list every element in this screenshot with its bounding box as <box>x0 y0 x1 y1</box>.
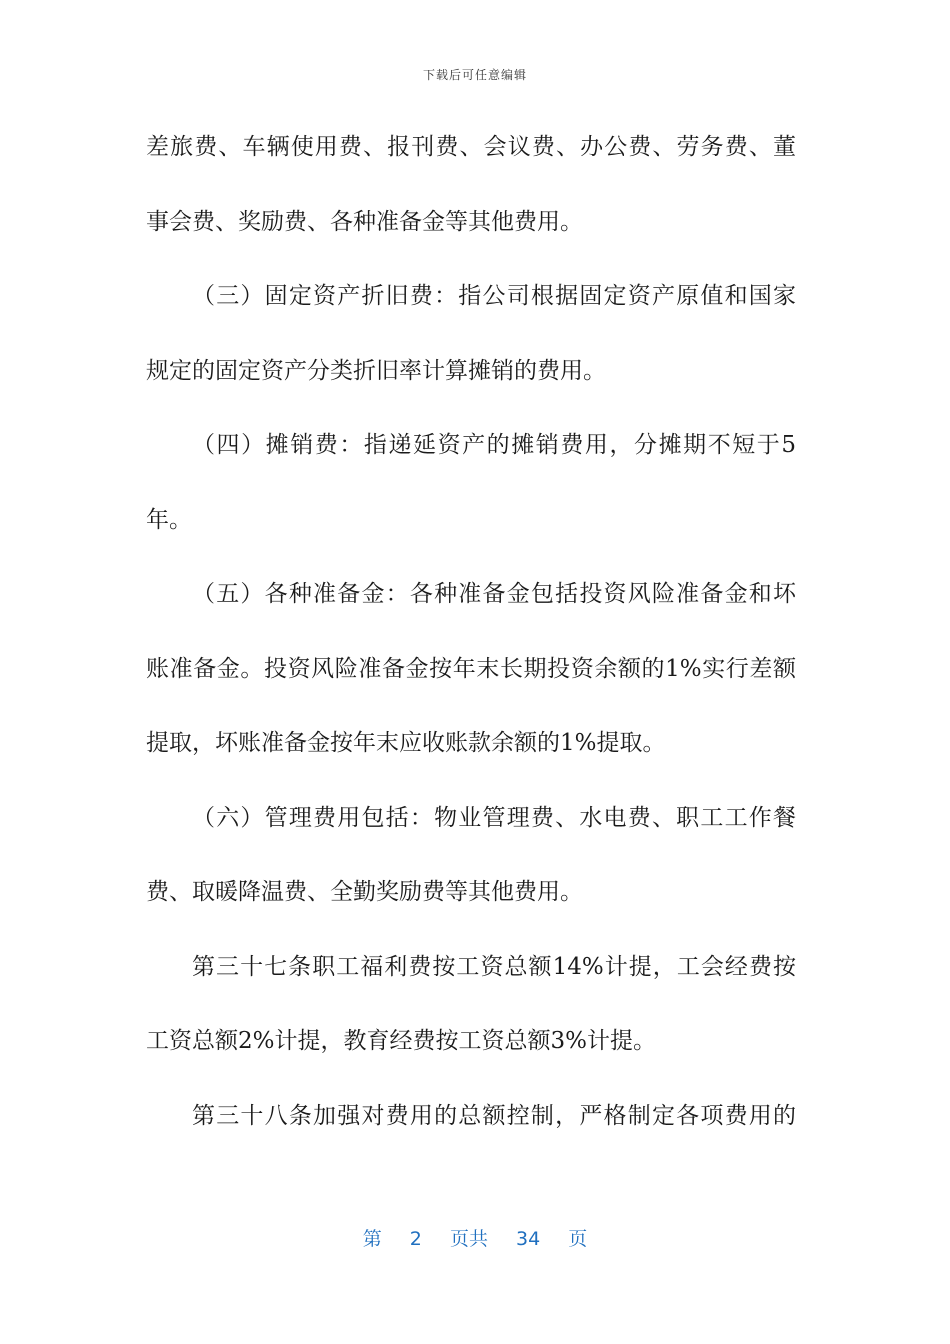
header-note: 下载后可任意编辑 <box>422 68 527 82</box>
text-line: （三）固定资产折旧费：指公司根据固定资产原值和国家 <box>192 283 796 309</box>
text-line: （四）摊销费：指递延资产的摊销费用，分摊期不短于5 <box>192 432 796 458</box>
footer-suffix: 页 <box>568 1228 588 1250</box>
current-page-number: 2 <box>409 1228 422 1250</box>
text-line: 提取，坏账准备金按年末应收账款余额的1%提取。 <box>146 730 666 756</box>
text-line: （六）管理费用包括：物业管理费、水电费、职工工作餐 <box>192 804 796 831</box>
text-line: 工资总额2%计提，教育经费按工资总额3%计提。 <box>146 1028 656 1054</box>
total-page-count: 34 <box>516 1228 541 1250</box>
document-body <box>146 125 796 1168</box>
page-footer <box>0 1224 950 1251</box>
text-line: 账准备金。投资风险准备金按年末长期投资余额的1%实行差额 <box>146 655 796 682</box>
footer-prefix: 第 <box>362 1228 382 1250</box>
footer-middle: 页共 <box>449 1228 488 1250</box>
text-line: 第三十八条加强对费用的总额控制，严格制定各项费用的 <box>192 1102 796 1129</box>
text-line: 年。 <box>146 506 192 533</box>
text-line: 事会费、奖励费、各种准备金等其他费用。 <box>146 208 583 235</box>
text-line: （五）各种准备金：各种准备金包括投资风险准备金和坏 <box>192 581 796 607</box>
text-line: 第三十七条职工福利费按工资总额14%计提，工会经费按 <box>192 953 796 980</box>
text-line: 差旅费、车辆使用费、报刊费、会议费、办公费、劳务费、董 <box>146 134 796 160</box>
text-line: 费、取暖降温费、全勤奖励费等其他费用。 <box>146 879 583 905</box>
text-line: 规定的固定资产分类折旧率计算摊销的费用。 <box>146 357 606 384</box>
